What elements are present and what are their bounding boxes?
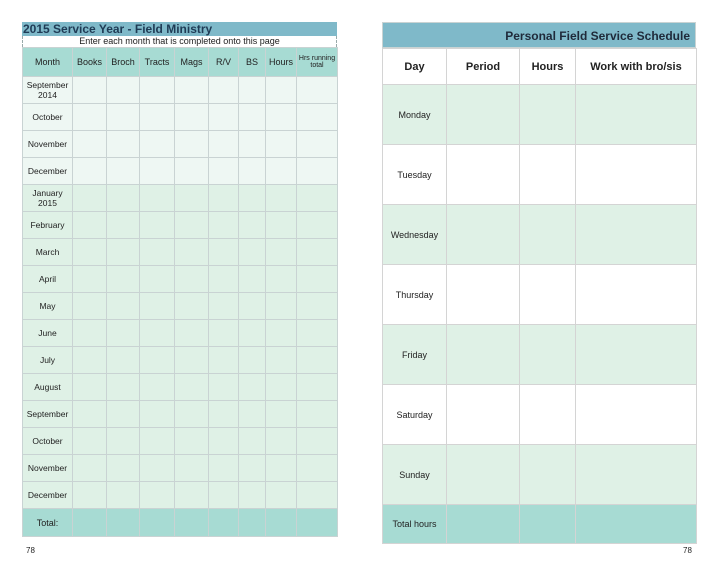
table-cell[interactable] [107, 482, 140, 509]
table-cell[interactable] [73, 374, 107, 401]
table-cell[interactable] [209, 239, 239, 266]
day-label: Wednesday [383, 205, 447, 265]
table-cell[interactable] [239, 104, 266, 131]
table-cell[interactable] [140, 374, 175, 401]
table-cell[interactable] [140, 320, 175, 347]
monthly-total-label: Total: [23, 509, 73, 537]
table-cell[interactable] [297, 482, 338, 509]
table-cell[interactable] [239, 131, 266, 158]
header-work-with: Work with bro/sis [576, 49, 697, 85]
table-cell[interactable] [107, 320, 140, 347]
table-row [383, 385, 697, 445]
month-label: March [23, 239, 73, 266]
table-row [23, 104, 338, 131]
table-cell[interactable] [209, 77, 239, 104]
weekly-schedule-panel [382, 22, 696, 544]
table-cell[interactable] [576, 145, 697, 205]
table-cell[interactable] [447, 505, 520, 544]
table-cell[interactable] [239, 212, 266, 239]
table-cell[interactable] [239, 266, 266, 293]
month-label: April [23, 266, 73, 293]
table-cell[interactable] [297, 347, 338, 374]
table-cell[interactable] [140, 158, 175, 185]
schedule-total-label: Total hours [383, 505, 447, 544]
table-cell[interactable] [175, 482, 209, 509]
table-cell[interactable] [73, 455, 107, 482]
header-day: Day [383, 49, 447, 85]
table-cell[interactable] [73, 239, 107, 266]
table-cell[interactable] [73, 158, 107, 185]
table-cell[interactable] [107, 131, 140, 158]
monthly-report-panel [22, 22, 337, 537]
table-cell[interactable] [73, 212, 107, 239]
day-label: Tuesday [383, 145, 447, 205]
month-label: June [23, 320, 73, 347]
table-cell[interactable] [239, 374, 266, 401]
table-cell[interactable] [140, 239, 175, 266]
table-cell[interactable] [73, 428, 107, 455]
table-row [23, 347, 338, 374]
table-cell[interactable] [175, 401, 209, 428]
table-cell[interactable] [175, 455, 209, 482]
table-cell[interactable] [576, 265, 697, 325]
table-cell[interactable] [239, 320, 266, 347]
table-cell[interactable] [239, 239, 266, 266]
table-row [23, 374, 338, 401]
day-label: Saturday [383, 385, 447, 445]
table-row [23, 77, 338, 104]
table-cell[interactable] [175, 77, 209, 104]
table-cell[interactable] [140, 428, 175, 455]
table-cell[interactable] [297, 293, 338, 320]
table-cell[interactable] [107, 347, 140, 374]
table-cell[interactable] [209, 320, 239, 347]
table-cell[interactable] [73, 320, 107, 347]
table-cell[interactable] [140, 509, 175, 537]
table-cell[interactable] [576, 445, 697, 505]
table-cell[interactable] [520, 445, 576, 505]
month-label: December [23, 482, 73, 509]
table-cell[interactable] [266, 320, 297, 347]
table-cell[interactable] [266, 77, 297, 104]
month-label: February [23, 212, 73, 239]
header-rv: R/V [209, 48, 239, 77]
table-row [23, 401, 338, 428]
table-cell[interactable] [297, 131, 338, 158]
table-cell[interactable] [520, 145, 576, 205]
table-row [23, 482, 338, 509]
table-cell[interactable] [209, 347, 239, 374]
schedule-total-row [383, 505, 697, 544]
table-cell[interactable] [209, 212, 239, 239]
table-cell[interactable] [140, 185, 175, 212]
table-cell[interactable] [73, 347, 107, 374]
table-cell[interactable] [140, 131, 175, 158]
schedule-header-row [383, 49, 697, 85]
header-hours: Hours [266, 48, 297, 77]
table-cell[interactable] [73, 185, 107, 212]
header-hours: Hours [520, 49, 576, 85]
table-cell[interactable] [175, 347, 209, 374]
table-cell[interactable] [175, 428, 209, 455]
header-books: Books [73, 48, 107, 77]
table-cell[interactable] [73, 266, 107, 293]
table-cell[interactable] [266, 266, 297, 293]
table-cell[interactable] [175, 158, 209, 185]
table-row [23, 266, 338, 293]
table-cell[interactable] [297, 158, 338, 185]
table-cell[interactable] [209, 266, 239, 293]
table-row [23, 239, 338, 266]
table-cell[interactable] [140, 266, 175, 293]
table-cell[interactable] [239, 293, 266, 320]
table-cell[interactable] [576, 85, 697, 145]
table-cell[interactable] [297, 374, 338, 401]
table-cell[interactable] [107, 374, 140, 401]
table-cell[interactable] [107, 428, 140, 455]
day-label: Sunday [383, 445, 447, 505]
table-cell[interactable] [266, 401, 297, 428]
table-cell[interactable] [576, 385, 697, 445]
table-cell[interactable] [266, 239, 297, 266]
table-cell[interactable] [447, 265, 520, 325]
table-cell[interactable] [107, 293, 140, 320]
table-cell[interactable] [266, 104, 297, 131]
table-cell[interactable] [73, 509, 107, 537]
month-label: January 2015 [23, 185, 73, 212]
header-month: Month [23, 48, 73, 77]
table-cell[interactable] [266, 293, 297, 320]
table-cell[interactable] [266, 212, 297, 239]
table-cell[interactable] [239, 428, 266, 455]
table-cell[interactable] [107, 455, 140, 482]
header-mags: Mags [175, 48, 209, 77]
table-cell[interactable] [297, 401, 338, 428]
month-label: November [23, 455, 73, 482]
table-cell[interactable] [175, 374, 209, 401]
table-cell[interactable] [297, 212, 338, 239]
month-label: July [23, 347, 73, 374]
table-cell[interactable] [209, 104, 239, 131]
table-row [23, 455, 338, 482]
table-cell[interactable] [73, 131, 107, 158]
monthly-report-subtitle: Enter each month that is completed onto this page [22, 36, 337, 47]
table-cell[interactable] [520, 505, 576, 544]
monthly-report-table [22, 47, 338, 537]
table-cell[interactable] [447, 205, 520, 265]
table-cell[interactable] [266, 428, 297, 455]
month-label: May [23, 293, 73, 320]
table-cell[interactable] [520, 85, 576, 145]
month-label: September 2014 [23, 77, 73, 104]
table-cell[interactable] [239, 509, 266, 537]
table-cell[interactable] [239, 401, 266, 428]
day-label: Monday [383, 85, 447, 145]
table-cell[interactable] [297, 320, 338, 347]
table-cell[interactable] [73, 401, 107, 428]
table-row [23, 185, 338, 212]
table-cell[interactable] [239, 455, 266, 482]
table-cell[interactable] [239, 347, 266, 374]
table-cell[interactable] [107, 266, 140, 293]
table-cell[interactable] [140, 212, 175, 239]
table-cell[interactable] [175, 509, 209, 537]
table-cell[interactable] [140, 104, 175, 131]
table-cell[interactable] [576, 205, 697, 265]
table-cell[interactable] [140, 77, 175, 104]
table-cell[interactable] [266, 131, 297, 158]
weekly-schedule-table [382, 48, 697, 544]
table-row [383, 445, 697, 505]
table-cell[interactable] [175, 320, 209, 347]
table-cell[interactable] [239, 482, 266, 509]
monthly-report-header-row [23, 48, 338, 77]
table-cell[interactable] [520, 265, 576, 325]
table-cell[interactable] [107, 401, 140, 428]
month-label: October [23, 104, 73, 131]
header-bs: BS [239, 48, 266, 77]
table-cell[interactable] [239, 185, 266, 212]
table-cell[interactable] [175, 212, 209, 239]
table-cell[interactable] [107, 185, 140, 212]
table-cell[interactable] [209, 509, 239, 537]
table-cell[interactable] [209, 131, 239, 158]
table-cell[interactable] [209, 158, 239, 185]
table-cell[interactable] [209, 374, 239, 401]
weekly-schedule-title: Personal Field Service Schedule [382, 22, 696, 48]
table-cell[interactable] [73, 482, 107, 509]
table-cell[interactable] [297, 185, 338, 212]
table-cell[interactable] [209, 455, 239, 482]
table-cell[interactable] [447, 325, 520, 385]
table-cell[interactable] [73, 293, 107, 320]
table-cell[interactable] [175, 185, 209, 212]
table-row [23, 293, 338, 320]
table-cell[interactable] [140, 293, 175, 320]
table-row [23, 158, 338, 185]
table-cell[interactable] [447, 445, 520, 505]
monthly-report-title: 2015 Service Year - Field Ministry [22, 22, 337, 36]
table-cell[interactable] [140, 401, 175, 428]
table-cell[interactable] [107, 239, 140, 266]
table-cell[interactable] [107, 77, 140, 104]
table-cell[interactable] [209, 401, 239, 428]
table-cell[interactable] [209, 482, 239, 509]
table-cell[interactable] [266, 509, 297, 537]
header-broch: Broch [107, 48, 140, 77]
table-cell[interactable] [107, 509, 140, 537]
header-hrs-running-total: Hrs running total [297, 48, 338, 77]
table-cell[interactable] [266, 347, 297, 374]
table-row [383, 85, 697, 145]
table-cell[interactable] [266, 374, 297, 401]
table-cell[interactable] [209, 293, 239, 320]
table-cell[interactable] [239, 77, 266, 104]
header-tracts: Tracts [140, 48, 175, 77]
table-row [23, 212, 338, 239]
table-row [23, 428, 338, 455]
table-cell[interactable] [297, 266, 338, 293]
table-row [383, 265, 697, 325]
table-cell[interactable] [209, 185, 239, 212]
table-cell[interactable] [73, 77, 107, 104]
table-cell[interactable] [107, 104, 140, 131]
table-cell[interactable] [266, 185, 297, 212]
table-row [23, 320, 338, 347]
table-cell[interactable] [73, 104, 107, 131]
table-cell[interactable] [297, 239, 338, 266]
table-cell[interactable] [297, 509, 338, 537]
table-cell[interactable] [175, 239, 209, 266]
table-cell[interactable] [447, 145, 520, 205]
month-label: December [23, 158, 73, 185]
table-cell[interactable] [447, 85, 520, 145]
table-cell[interactable] [297, 104, 338, 131]
month-label: August [23, 374, 73, 401]
table-cell[interactable] [175, 293, 209, 320]
table-cell[interactable] [175, 266, 209, 293]
table-cell[interactable] [266, 455, 297, 482]
month-label: October [23, 428, 73, 455]
day-label: Thursday [383, 265, 447, 325]
month-label: September [23, 401, 73, 428]
table-cell[interactable] [297, 77, 338, 104]
table-cell[interactable] [107, 212, 140, 239]
table-cell[interactable] [576, 325, 697, 385]
month-label: November [23, 131, 73, 158]
table-cell[interactable] [520, 325, 576, 385]
left-page-number: 78 [26, 546, 35, 555]
table-row [383, 205, 697, 265]
table-cell[interactable] [209, 428, 239, 455]
table-row [23, 131, 338, 158]
monthly-total-row [23, 509, 338, 537]
table-cell[interactable] [175, 104, 209, 131]
table-cell[interactable] [175, 131, 209, 158]
table-cell[interactable] [140, 347, 175, 374]
table-cell[interactable] [239, 158, 266, 185]
table-cell[interactable] [107, 158, 140, 185]
table-cell[interactable] [140, 455, 175, 482]
header-period: Period [447, 49, 520, 85]
table-cell[interactable] [447, 385, 520, 445]
table-cell[interactable] [297, 455, 338, 482]
table-cell[interactable] [576, 505, 697, 544]
table-cell[interactable] [520, 205, 576, 265]
table-cell[interactable] [266, 482, 297, 509]
table-cell[interactable] [140, 482, 175, 509]
table-cell[interactable] [297, 428, 338, 455]
table-cell[interactable] [520, 385, 576, 445]
table-row [383, 145, 697, 205]
right-page-number: 78 [683, 546, 692, 555]
day-label: Friday [383, 325, 447, 385]
table-cell[interactable] [266, 158, 297, 185]
table-row [383, 325, 697, 385]
